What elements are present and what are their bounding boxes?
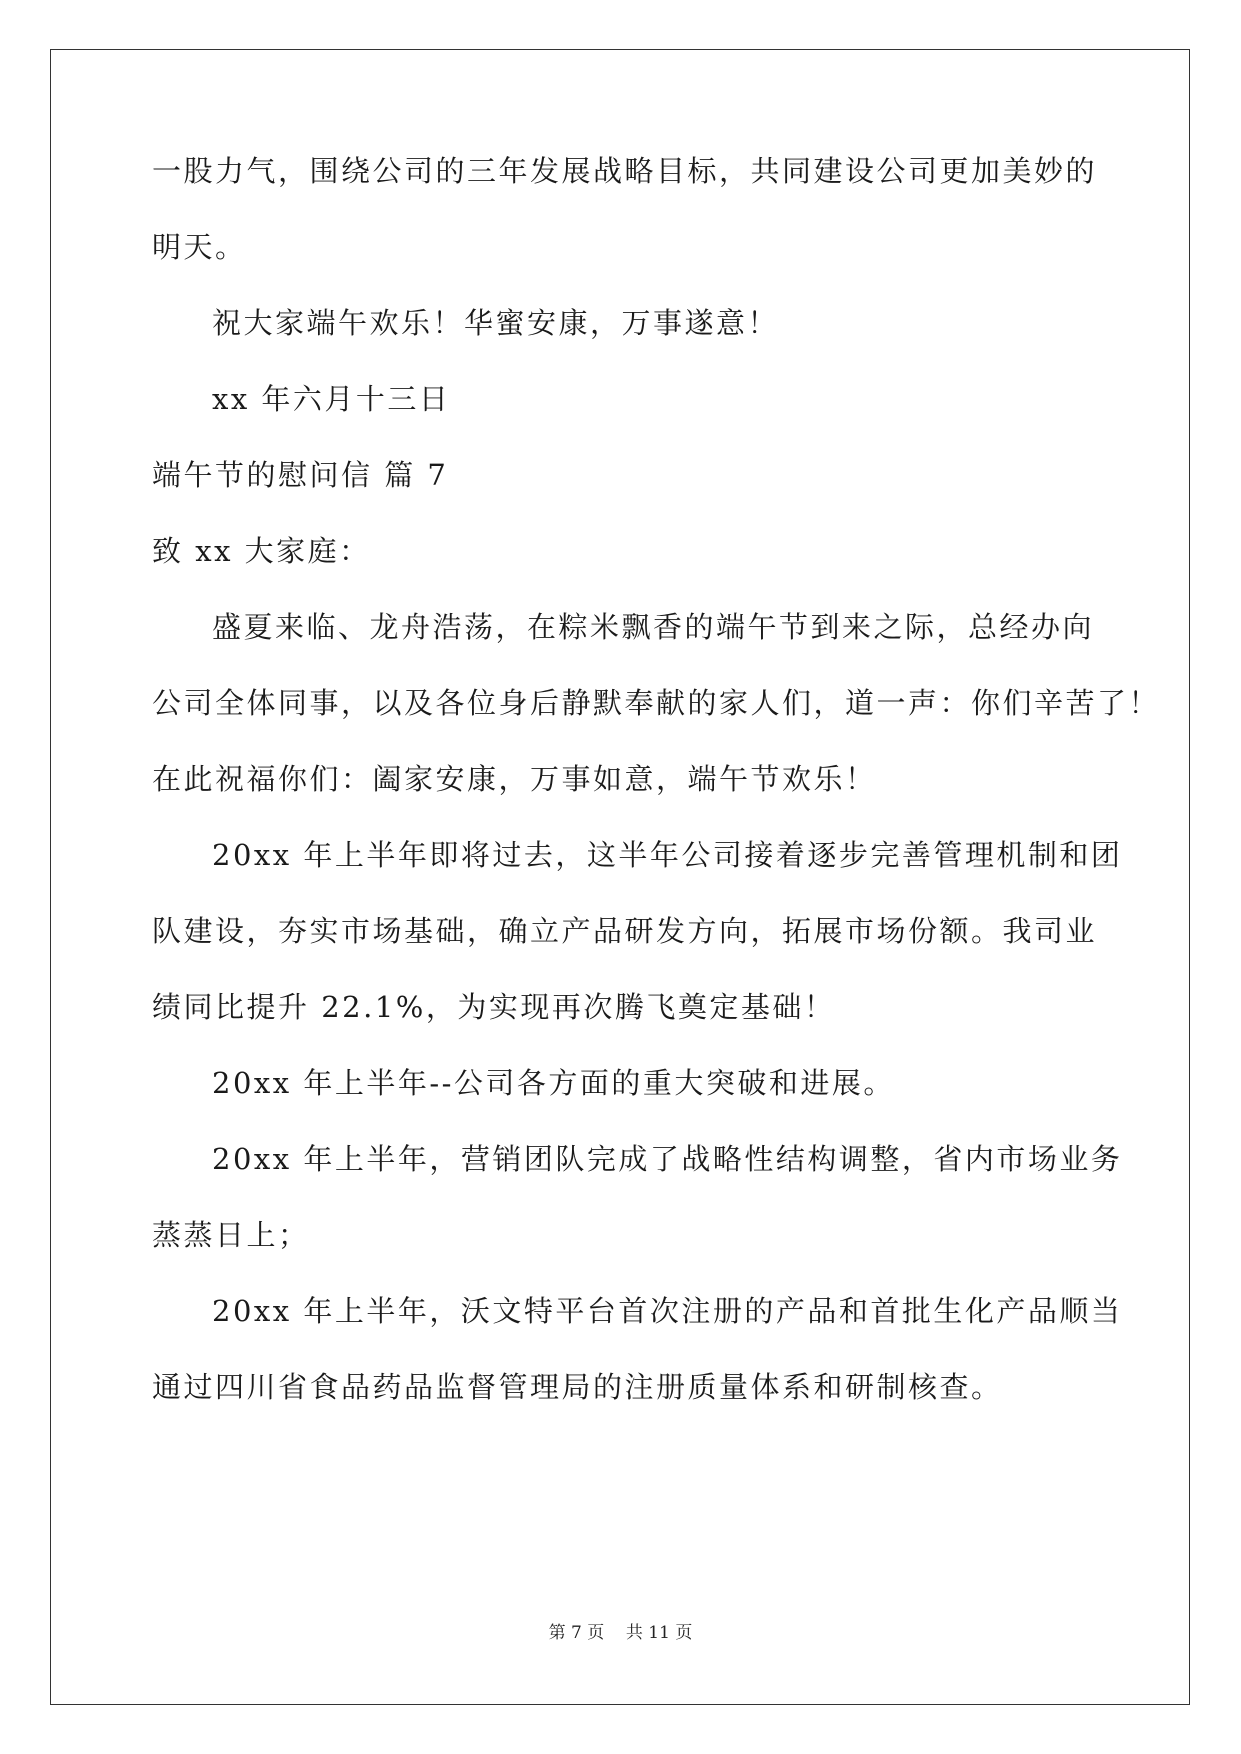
- section-title: 端午节的慰问信 篇 7: [152, 458, 449, 492]
- salutation: 致 xx 大家庭：: [152, 534, 371, 568]
- paragraph-line: 20xx 年上半年即将过去，这半年公司接着逐步完善管理机制和团: [212, 838, 1123, 872]
- paragraph-line: 20xx 年上半年，沃文特平台首次注册的产品和首批生化产品顺当: [212, 1294, 1123, 1328]
- paragraph-line: 20xx 年上半年--公司各方面的重大突破和进展。: [212, 1066, 895, 1100]
- paragraph-line: 通过四川省食品药品监督管理局的注册质量体系和研制核查。: [152, 1370, 1003, 1404]
- paragraph-line: 一股力气，围绕公司的三年发展战略目标，共同建设公司更加美妙的: [152, 154, 1098, 188]
- paragraph-line: 在此祝福你们：阖家安康，万事如意，端午节欢乐！: [152, 762, 877, 796]
- page-border: [50, 49, 1190, 1705]
- paragraph-line: 明天。: [152, 230, 247, 264]
- page-number: 第 7 页 共 11 页: [548, 1623, 693, 1643]
- paragraph-line: 祝大家端午欢乐！华蜜安康，万事遂意！: [212, 306, 780, 340]
- paragraph-line: 20xx 年上半年，营销团队完成了战略性结构调整，省内市场业务: [212, 1142, 1123, 1176]
- paragraph-line: 公司全体同事，以及各位身后静默奉献的家人们，道一声：你们辛苦了！: [152, 686, 1161, 720]
- paragraph-line: 队建设，夯实市场基础，确立产品研发方向，拓展市场份额。我司业: [152, 914, 1098, 948]
- date-line: xx 年六月十三日: [212, 382, 451, 416]
- paragraph-line: 蒸蒸日上；: [152, 1218, 310, 1252]
- paragraph-line: 盛夏来临、龙舟浩荡，在粽米飘香的端午节到来之际，总经办向: [212, 610, 1095, 644]
- paragraph-line: 绩同比提升 22.1%，为实现再次腾飞奠定基础！: [152, 990, 836, 1024]
